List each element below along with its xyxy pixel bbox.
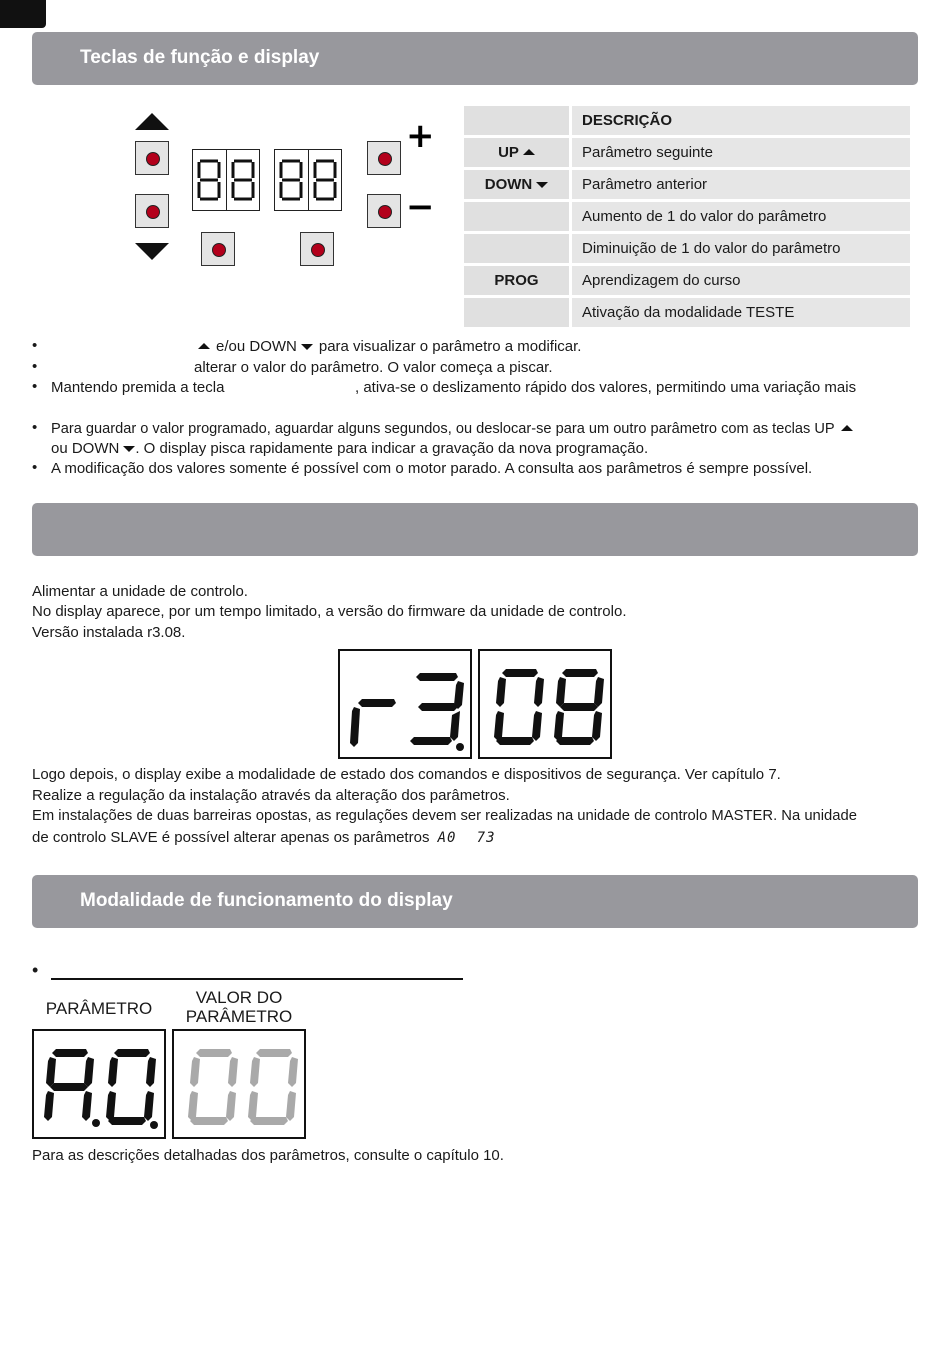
bullet-icon: • — [32, 459, 38, 476]
seven-seg-8-icon — [230, 158, 256, 202]
table-header-desc: DESCRIÇÃO — [572, 106, 910, 135]
label-value-line2: PARÂMETRO — [185, 1007, 293, 1026]
bullet-icon: • — [32, 378, 38, 395]
section-header-function-keys — [32, 32, 918, 85]
bullet-icon: • — [32, 358, 38, 375]
section-title: Modalidade de funcionamento do display — [80, 890, 453, 911]
section-header-display-mode — [32, 875, 918, 928]
power-text-2: No display aparece, por um tempo limitado, a versão do firmware da unidade de controlo. — [32, 603, 627, 620]
mode-footer-text: Para as descrições detalhadas dos parâmetros, consulte o capítulo 10. — [32, 1147, 504, 1164]
minus-icon: − — [406, 187, 435, 227]
table-cell-key: DOWN — [464, 170, 572, 199]
table-cell-desc: Ativação da modalidade TESTE — [572, 298, 910, 327]
caret-up-icon — [523, 149, 535, 155]
table-cell-key — [464, 298, 572, 327]
table-row — [464, 298, 910, 327]
display-digits-right — [274, 149, 342, 211]
minus-button[interactable] — [367, 194, 401, 228]
parameter-display — [32, 1029, 166, 1139]
label-value-line1: VALOR DO — [195, 988, 283, 1007]
table-row — [464, 170, 910, 199]
bullet-text-3a: Mantendo premida a tecla — [51, 379, 225, 396]
blank-underline — [51, 978, 463, 980]
plus-button[interactable] — [367, 141, 401, 175]
table-cell-key — [464, 234, 572, 263]
arrow-down-icon — [135, 243, 169, 260]
param-code: 73 — [476, 830, 496, 846]
table-row — [464, 138, 910, 167]
table-cell-desc: Aprendizagem do curso — [572, 266, 910, 295]
table-cell-desc: Diminuição de 1 do valor do parâmetro — [572, 234, 910, 263]
bullet-icon: • — [32, 419, 38, 436]
table-header-row — [464, 106, 910, 135]
display-digits-left — [192, 149, 260, 211]
plus-icon: + — [406, 116, 435, 156]
bullet-text-4a: Para guardar o valor programado, aguardar alguns segundos, ou deslocar-se para um outro parâmetro com as teclas UP — [51, 419, 853, 439]
caret-down-icon — [536, 182, 548, 188]
arrow-up-icon — [135, 113, 169, 130]
seven-seg-08-icon — [480, 651, 610, 757]
seven-seg-8-icon — [278, 158, 304, 202]
caret-down-icon — [123, 446, 135, 452]
firmware-display-right — [478, 649, 612, 759]
power-text-3: Versão instalada r3.08. — [32, 624, 186, 641]
section-title: Teclas de função e display — [80, 47, 320, 68]
seven-seg-8-icon — [196, 158, 222, 202]
bullet-text-2: alterar o valor do parâmetro. O valor começa a piscar. — [194, 359, 553, 376]
label-parameter: PARÂMETRO — [45, 999, 153, 1018]
function-keys-table — [464, 103, 910, 330]
section-header-power-on — [32, 503, 918, 556]
power-text-4: Logo depois, o display exibe a modalidade de estado dos comandos e dispositivos de segurança. Ver capítulo 7. — [32, 766, 781, 783]
bullet-text-3b: , ativa-se o deslizamento rápido dos valores, permitindo uma variação mais — [355, 379, 857, 396]
up-button[interactable] — [135, 141, 169, 175]
power-text-7: de controlo SLAVE é possível alterar apenas os parâmetros A0 73 — [32, 829, 496, 846]
param-code: A0 — [437, 830, 457, 846]
table-row — [464, 202, 910, 231]
seven-seg-a0-icon — [34, 1031, 164, 1137]
power-text-5: Realize a regulação da instalação através da alteração dos parâmetros. — [32, 787, 510, 804]
table-cell-key: UP — [464, 138, 572, 167]
table-row — [464, 266, 910, 295]
firmware-display-left — [338, 649, 472, 759]
table-cell-key: PROG — [464, 266, 572, 295]
bullet-icon: • — [32, 960, 39, 980]
caret-up-icon — [198, 343, 210, 349]
bullet-text-1: e/ou DOWN para visualizar o parâmetro a modificar. — [198, 337, 581, 357]
table-cell-key — [464, 202, 572, 231]
bullet-text-5: A modificação dos valores somente é possível com o motor parado. A consulta aos parâmetros é sempre possível. — [51, 460, 813, 477]
value-display — [172, 1029, 306, 1139]
power-text-6: Em instalações de duas barreiras opostas, as regulações devem ser realizadas na unidade de controlo MASTER. Na unidade — [32, 808, 857, 824]
power-text-1: Alimentar a unidade de controlo. — [32, 583, 248, 600]
table-cell-desc: Parâmetro anterior — [572, 170, 910, 199]
control-panel-illustration — [120, 105, 440, 280]
test-button[interactable] — [300, 232, 334, 266]
table-cell-desc: Parâmetro seguinte — [572, 138, 910, 167]
caret-down-icon — [301, 344, 313, 350]
prog-button[interactable] — [201, 232, 235, 266]
table-cell-desc: Aumento de 1 do valor do parâmetro — [572, 202, 910, 231]
seven-seg-8-icon — [312, 158, 338, 202]
down-button[interactable] — [135, 194, 169, 228]
table-row — [464, 234, 910, 263]
seven-seg-00-icon — [174, 1031, 304, 1137]
page-tab — [0, 0, 46, 28]
bullet-text-4b: ou DOWN . O display pisca rapidamente para indicar a gravação da nova programação. — [51, 440, 649, 457]
bullet-icon: • — [32, 337, 38, 354]
caret-up-icon — [841, 425, 853, 431]
seven-seg-r3-icon — [340, 651, 470, 757]
table-header-key — [464, 106, 572, 135]
